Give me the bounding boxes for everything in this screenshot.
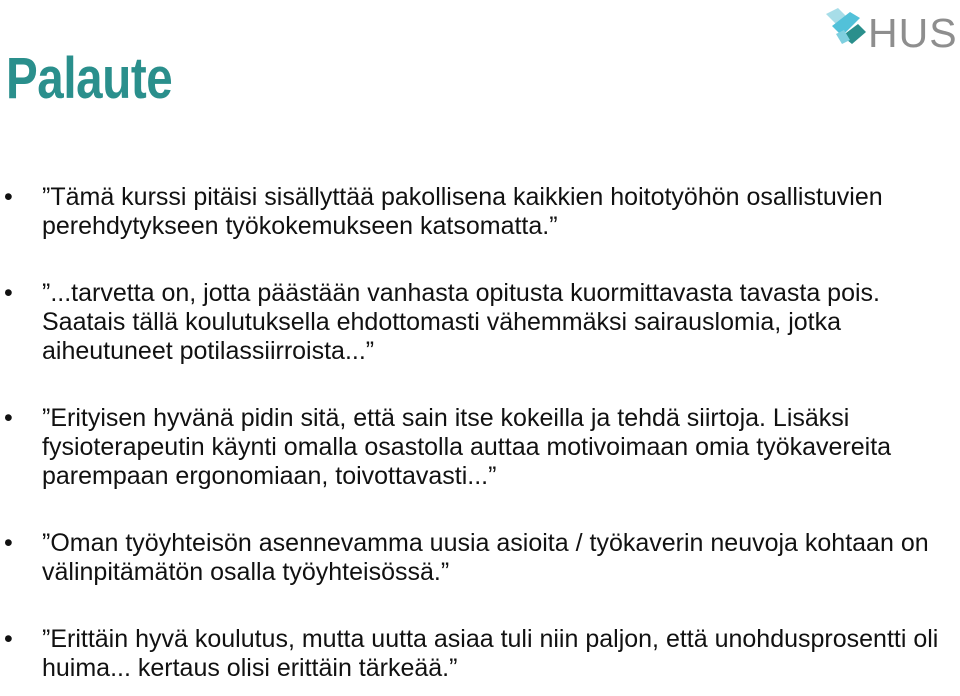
bullet-icon: • — [4, 183, 13, 211]
quote-text: ”Oman työyhteisön asennevamma uusia asioita / työkaverin neuvoja kohtaan on välinpitämätön osalla työyhteisössä.” — [42, 529, 929, 586]
quote-text: ”Tämä kurssi pitäisi sisällyttää pakollisena kaikkien hoitotyöhön osallistuvien perehdytykseen työkokemukseen katsomatta.” — [42, 183, 883, 240]
bullet-icon: • — [4, 279, 13, 307]
quote-text: ”Erityisen hyvänä pidin sitä, että sain itse kokeilla ja tehdä siirtoja. Lisäksi fysioterapeutin käynti omalla osastolla auttaa motivoimaan omia työkavereita parempaan ergonomiaan, toivottavasti...” — [42, 404, 892, 490]
bullet-icon: • — [4, 404, 13, 432]
quote-text: ”...tarvetta on, jotta päästään vanhasta opitusta kuormittavasta tavasta pois. Saatais tällä koulutuksella ehdottomasti vähemmäksi sairauslomia, jotka aiheutuneet potilassiirroista...” — [42, 279, 880, 365]
quote-text: ”Erittäin hyvä koulutus, mutta uutta asiaa tuli niin paljon, että unohdusprosentti oli huima... kertaus olisi erittäin tärkeää.” — [42, 625, 939, 682]
hus-logo-mark-icon — [820, 4, 870, 52]
bullet-icon: • — [4, 529, 13, 557]
list-item — [0, 183, 940, 241]
feedback-list — [0, 183, 940, 683]
hus-logo — [820, 4, 956, 56]
hus-logo-text: HUS — [868, 10, 958, 56]
list-item — [0, 529, 940, 587]
list-item — [0, 279, 940, 366]
page-title: Palaute — [6, 46, 173, 111]
list-item — [0, 404, 940, 491]
list-item — [0, 625, 940, 683]
bullet-icon: • — [4, 625, 13, 653]
